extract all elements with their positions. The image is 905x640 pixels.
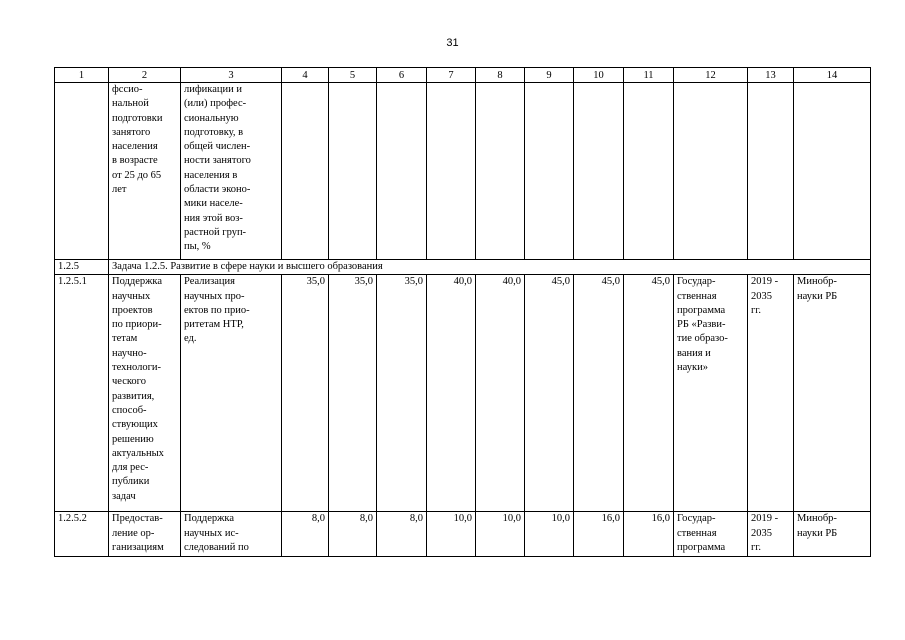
code-cell: 1.2.5.1	[55, 275, 109, 512]
value-cell: 40,0	[427, 275, 476, 512]
program-cell: Государ- ственная программа	[674, 512, 748, 557]
value-cell: 45,0	[525, 275, 574, 512]
empty-cell	[525, 83, 574, 260]
period-cell: 2019 - 2035 гг.	[748, 275, 794, 512]
empty-cell	[574, 83, 624, 260]
header-cell: 9	[525, 68, 574, 83]
header-cell: 4	[282, 68, 329, 83]
header-cell: 6	[377, 68, 427, 83]
value-cell: 16,0	[574, 512, 624, 557]
measure-name-cell: Предостав- ление ор- ганизациям	[109, 512, 181, 557]
value-cell: 10,0	[427, 512, 476, 557]
code-cell: 1.2.5.2	[55, 512, 109, 557]
value-cell: 45,0	[574, 275, 624, 512]
measure-name-cell: фссио- нальной подготовки занятого населения в возрасте от 25 до 65 лет	[109, 83, 181, 260]
page-number: 31	[446, 37, 459, 49]
value-cell: 35,0	[329, 275, 377, 512]
empty-cell	[377, 83, 427, 260]
empty-cell	[329, 83, 377, 260]
measure-name-cell: Поддержка научных проектов по приори- тетам научно- технологи- ческого развития, способ- ствующих решению актуальных для рес- публики задач	[109, 275, 181, 512]
value-cell: 16,0	[624, 512, 674, 557]
period-cell: 2019 - 2035 гг.	[748, 512, 794, 557]
value-cell: 8,0	[282, 512, 329, 557]
header-cell: 2	[109, 68, 181, 83]
code-cell	[55, 83, 109, 260]
indicator-cell: Поддержка научных ис- следований по	[181, 512, 282, 557]
header-cell: 7	[427, 68, 476, 83]
empty-cell	[794, 83, 871, 260]
value-cell: 8,0	[377, 512, 427, 557]
header-cell: 3	[181, 68, 282, 83]
empty-cell	[282, 83, 329, 260]
value-cell: 10,0	[476, 512, 525, 557]
header-cell: 1	[55, 68, 109, 83]
table-row	[55, 260, 871, 275]
header-cell: 8	[476, 68, 525, 83]
header-cell: 11	[624, 68, 674, 83]
value-cell: 10,0	[525, 512, 574, 557]
empty-cell	[624, 83, 674, 260]
executor-cell: Минобр- науки РБ	[794, 512, 871, 557]
table-row	[55, 275, 871, 512]
header-cell: 13	[748, 68, 794, 83]
indicator-cell: лификации и (или) профес- сиональную подготовку, в общей числен- ности занятого населения в области эконо- мики населе- ния этой воз- растной груп- пы, %	[181, 83, 282, 260]
value-cell: 40,0	[476, 275, 525, 512]
empty-cell	[748, 83, 794, 260]
value-cell: 45,0	[624, 275, 674, 512]
section-title-cell: Задача 1.2.5. Развитие в сфере науки и высшего образования	[109, 260, 871, 275]
header-row	[55, 68, 871, 83]
value-cell: 35,0	[377, 275, 427, 512]
header-cell: 12	[674, 68, 748, 83]
table-row	[55, 83, 871, 260]
value-cell: 8,0	[329, 512, 377, 557]
value-cell: 35,0	[282, 275, 329, 512]
section-code-cell: 1.2.5	[55, 260, 109, 275]
empty-cell	[476, 83, 525, 260]
empty-cell	[427, 83, 476, 260]
header-cell: 5	[329, 68, 377, 83]
empty-cell	[674, 83, 748, 260]
table-row	[55, 512, 871, 557]
header-cell: 14	[794, 68, 871, 83]
indicator-cell: Реализация научных про- ектов по прио- ритетам НТР, ед.	[181, 275, 282, 512]
header-cell: 10	[574, 68, 624, 83]
executor-cell: Минобр- науки РБ	[794, 275, 871, 512]
program-cell: Государ- ственная программа РБ «Разви- тие образо- вания и науки»	[674, 275, 748, 512]
measures-table	[54, 67, 871, 557]
